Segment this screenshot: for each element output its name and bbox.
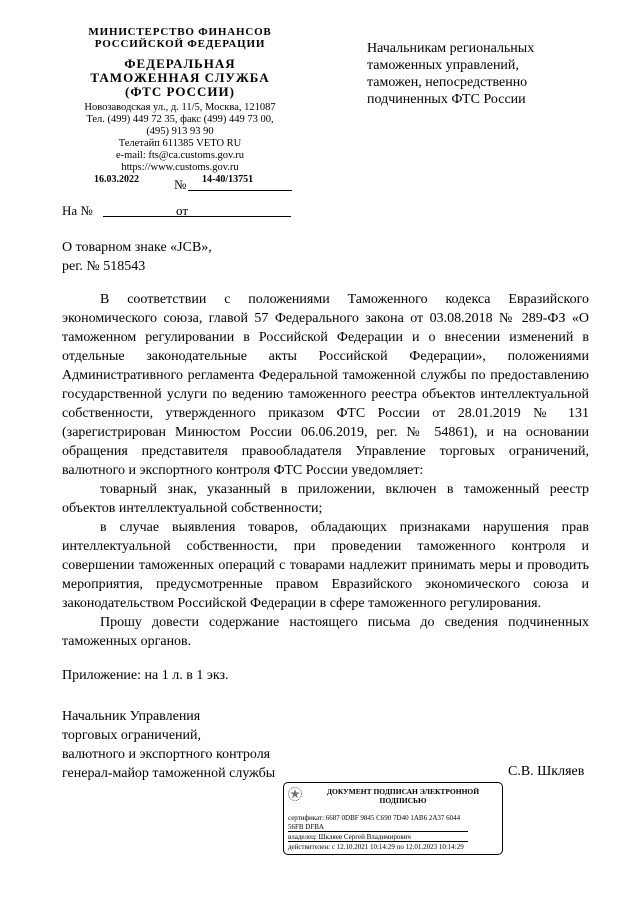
agency-heading <box>72 57 288 99</box>
reference-date-label: от <box>176 203 189 218</box>
registration-number: 14-40/13751 <box>202 174 254 185</box>
email-line: e-mail: fts@ca.customs.gov.ru <box>116 150 244 161</box>
signer-title-line: Начальник Управления <box>62 709 201 724</box>
stamp-title-line: ПОДПИСЬЮ <box>379 796 427 805</box>
stamp-validity: действителен: с 12.10.2021 10:14:29 по 12.01.2023 10:14:29 <box>288 843 464 851</box>
addressee-block <box>367 40 597 108</box>
addressee-line: таможен, непосредственно <box>367 75 528 90</box>
agency-line: ТАМОЖЕННАЯ СЛУЖБА <box>90 70 270 85</box>
phone-line: Тел. (499) 449 72 35, факс (499) 449 73 00, <box>86 114 274 125</box>
letter-body <box>62 290 589 651</box>
stamp-certificate: сертификат: 6687 0DBF 9845 C690 7D40 1AB6 2A37 6044 <box>288 814 461 822</box>
addressee-line: подчиненных ФТС России <box>367 92 526 107</box>
agency-contacts <box>72 102 288 174</box>
addressee-line: таможенных управлений, <box>367 58 519 73</box>
signer-title-line: генерал-майор таможенной службы <box>62 766 276 781</box>
ministry-line: РОССИЙСКОЙ ФЕДЕРАЦИИ <box>94 38 266 50</box>
addressee-line: Начальникам региональных <box>367 41 535 56</box>
stamp-owner: владелец: Шкляев Сергей Владимирович <box>288 833 411 841</box>
body-paragraph: В соответствии с положениями Таможенного кодекса Евразийского экономического союза, главой 57 Федерального закона от 03.08.2018 № 289-ФЗ «О таможенном регулировании в Российской Федерации и о внесении изменений в отдельные законодательные акты Российской Федерации», положениями Административного регламента Федеральной таможенной службы по предоставлению государственной услуги по ведению таможенного реестра объектов интеллектуальной собственности, утвержденного приказом ФТС России от 28.01.2019 № 131 (зарегистрирован Минюстом России 06.06.2019, рег. № 54861), и на основании обращения представителя правообладателя Управление торговых ограничений, валютного и экспортного контроля ФТС России уведомляет: <box>62 292 589 478</box>
reference-date-blank <box>200 216 291 217</box>
body-paragraph: товарный знак, указанный в приложении, включен в таможенный реестр объектов интеллектуальной собственности; <box>62 482 589 516</box>
number-sign: № <box>174 177 187 192</box>
registration-date: 16.03.2022 <box>94 174 139 185</box>
body-paragraph: Прошу довести содержание настоящего письма до сведения подчиненных таможенных органов. <box>62 615 589 649</box>
signer-title <box>62 707 342 783</box>
attachment-note: Приложение: на 1 л. в 1 экз. <box>62 668 229 683</box>
letter-subject <box>62 238 362 276</box>
phone-line: (495) 913 93 90 <box>146 126 214 137</box>
website-line: https://www.customs.gov.ru <box>121 162 239 173</box>
stamp-divider <box>288 841 468 842</box>
emblem-icon <box>287 786 303 802</box>
agency-line: (ФТС РОССИИ) <box>125 84 235 99</box>
number-underline <box>188 190 292 191</box>
subject-line: О товарном знаке «JCB», <box>62 240 212 255</box>
reference-number-label: На № <box>62 203 93 218</box>
stamp-certificate-cont: 56FB DFBA <box>288 823 324 831</box>
stamp-title-line: ДОКУМЕНТ ПОДПИСАН ЭЛЕКТРОННОЙ <box>326 787 480 796</box>
reference-line <box>62 203 302 221</box>
ministry-line: МИНИСТЕРСТВО ФИНАНСОВ <box>88 26 272 38</box>
body-paragraph: в случае выявления товаров, обладающих признаками нарушения прав интеллектуальной собственности, при проведении таможенного контроля и совершении таможенных операций с товарами надлежит принимать меры и проводить мероприятия, предусмотренные правом Евразийского экономического союза и законодательством Российской Федерации в сфере таможенного регулирования. <box>62 520 589 611</box>
teletype-line: Телетайп 611385 VETO RU <box>118 138 242 149</box>
signer-name: С.В. Шкляев <box>508 764 585 779</box>
signer-title-line: торговых ограничений, <box>62 728 202 743</box>
address-line: Новозаводская ул., д. 11/5, Москва, 121087 <box>84 102 276 113</box>
ministry-heading <box>72 26 288 50</box>
subject-line: рег. № 518543 <box>62 259 146 274</box>
stamp-title <box>312 787 494 805</box>
e-signature-stamp <box>283 782 503 855</box>
signer-title-line: валютного и экспортного контроля <box>62 747 271 762</box>
stamp-divider <box>288 831 468 832</box>
agency-line: ФЕДЕРАЛЬНАЯ <box>124 56 236 71</box>
registration-line <box>62 171 302 191</box>
